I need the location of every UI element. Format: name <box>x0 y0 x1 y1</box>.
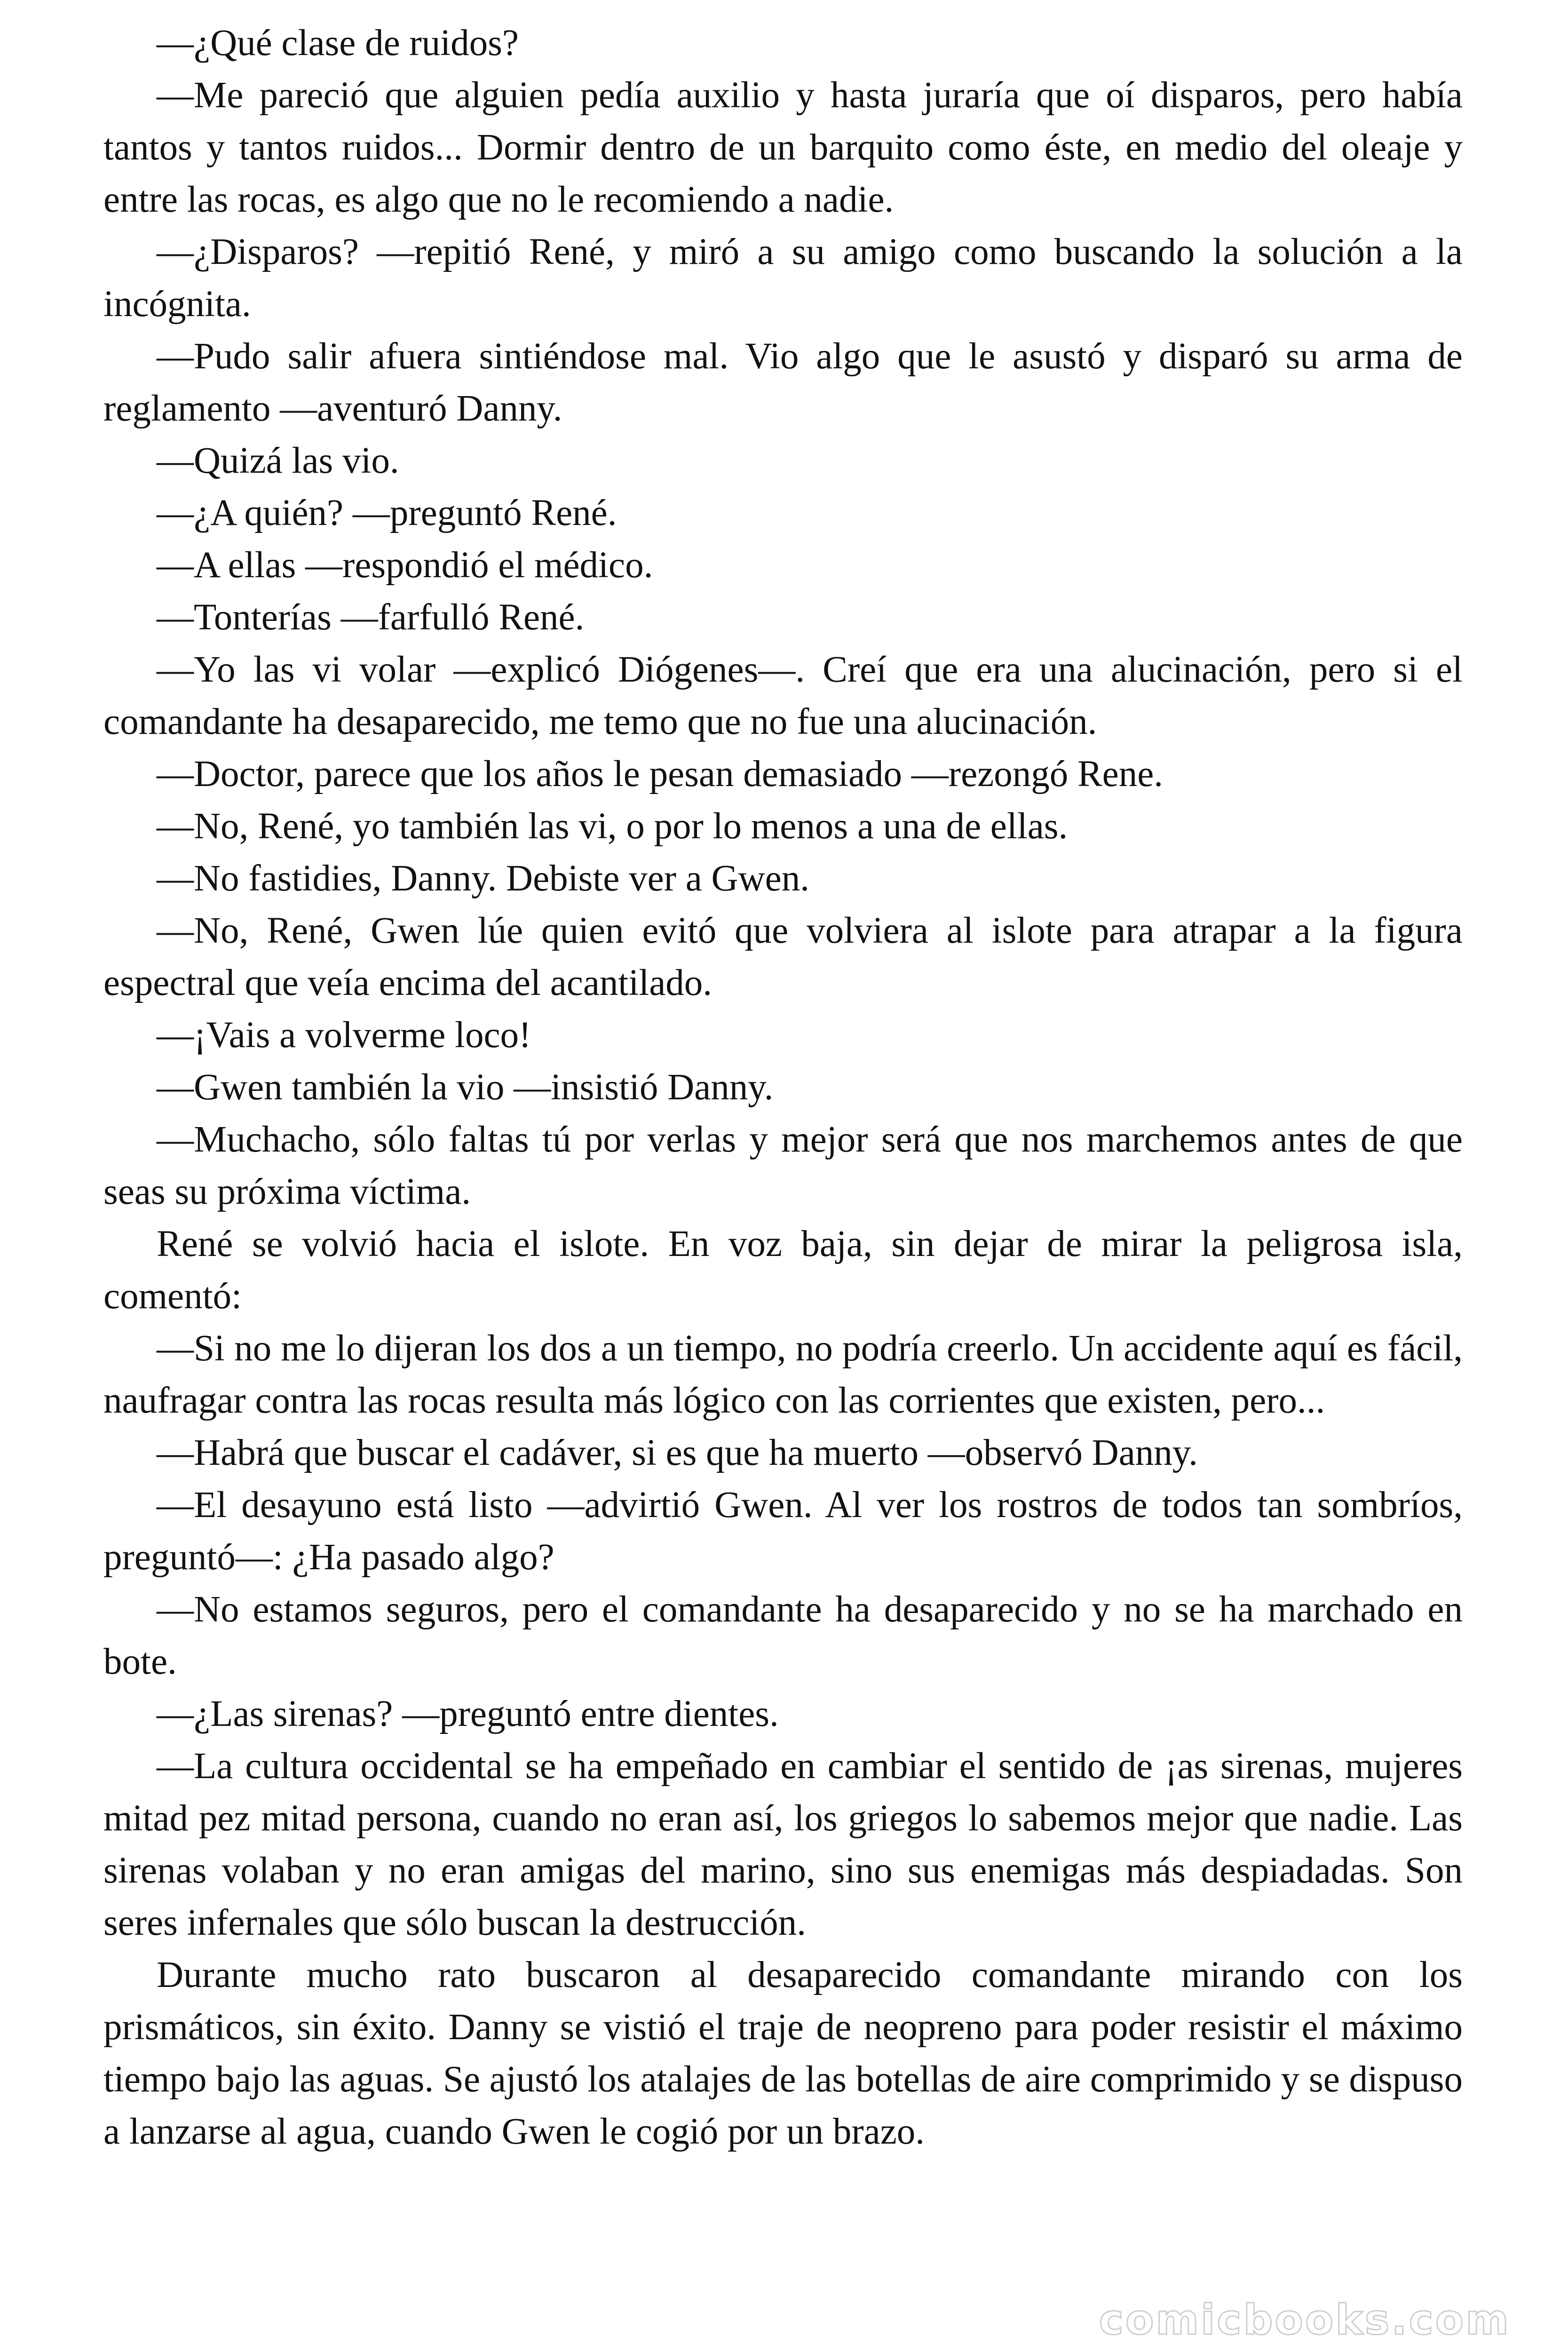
watermark: comicbooks.com <box>1099 2296 1511 2344</box>
paragraph: —¿Qué clase de ruidos? <box>157 23 519 64</box>
text-body <box>103 17 1463 2158</box>
paragraph: —Me pareció que alguien pedía auxilio y hasta juraría que oí disparos, pero había tantos y tantos ruidos... Dormir dentro de un barquito como éste, en medio del oleaje y entre las rocas, es algo que no le recomiendo a nadie. <box>103 75 1463 220</box>
paragraph: —¿A quién? —preguntó René. <box>157 493 617 533</box>
paragraph: Durante mucho rato buscaron al desaparecido comandante mirando con los prismáticos, sin éxito. Danny se vistió el traje de neopreno para poder resistir el máximo tiempo bajo las aguas. Se ajustó los atalajes de las botellas de aire comprimido y se dispuso a lanzarse al agua, cuando Gwen le cogió por un brazo. <box>103 1955 1463 2152</box>
paragraph: —Gwen también la vio —insistió Danny. <box>157 1067 774 1108</box>
paragraph: —Habrá que buscar el cadáver, si es que ha muerto —observó Danny. <box>157 1432 1198 1473</box>
paragraph: —¿Las sirenas? —preguntó entre dientes. <box>157 1693 779 1734</box>
paragraph: —Muchacho, sólo faltas tú por verlas y mejor será que nos marchemos antes de que seas su próxima víctima. <box>103 1119 1463 1212</box>
paragraph: —No fastidies, Danny. Debiste ver a Gwen. <box>157 858 809 899</box>
paragraph: —No, René, Gwen lúe quien evitó que volviera al islote para atrapar a la figura espectral que veía encima del acantilado. <box>103 910 1463 1003</box>
paragraph: —A ellas —respondió el médico. <box>157 545 653 586</box>
paragraph: —Si no me lo dijeran los dos a un tiempo, no podría creerlo. Un accidente aquí es fácil, naufragar contra las rocas resulta más lógico con las corrientes que existen, pero... <box>103 1328 1463 1421</box>
paragraph: —Yo las vi volar —explicó Diógenes—. Creí que era una alucinación, pero si el comandante ha desaparecido, me temo que no fue una alucinación. <box>103 649 1463 742</box>
paragraph: —Tonterías —farfulló René. <box>157 597 585 638</box>
paragraph: —El desayuno está listo —advirtió Gwen. Al ver los rostros de todos tan sombríos, preguntó—: ¿Ha pasado algo? <box>103 1485 1463 1578</box>
paragraph: —¿Disparos? —repitió René, y miró a su amigo como buscando la solución a la incógnita. <box>103 231 1463 325</box>
paragraph: —No estamos seguros, pero el comandante ha desaparecido y no se ha marchado en bote. <box>103 1589 1463 1682</box>
paragraph: —Doctor, parece que los años le pesan demasiado —rezongó Rene. <box>157 754 1164 795</box>
paragraph: René se volvió hacia el islote. En voz baja, sin dejar de mirar la peligrosa isla, comentó: <box>103 1224 1463 1317</box>
paragraph: —La cultura occidental se ha empeñado en cambiar el sentido de ¡as sirenas, mujeres mitad pez mitad persona, cuando no eran así, los griegos lo sabemos mejor que nadie. Las sirenas volaban y no eran amigas del marino, sino sus enemigas más despiadadas. Son seres infernales que sólo buscan la destrucción. <box>103 1746 1463 1943</box>
paragraph: —Quizá las vio. <box>157 440 399 481</box>
paragraph: —¡Vais a volverme loco! <box>157 1015 531 1056</box>
paragraph: —No, René, yo también las vi, o por lo menos a una de ellas. <box>157 806 1068 847</box>
paragraph: —Pudo salir afuera sintiéndose mal. Vio algo que le asustó y disparó su arma de reglamento —aventuró Danny. <box>103 336 1463 429</box>
